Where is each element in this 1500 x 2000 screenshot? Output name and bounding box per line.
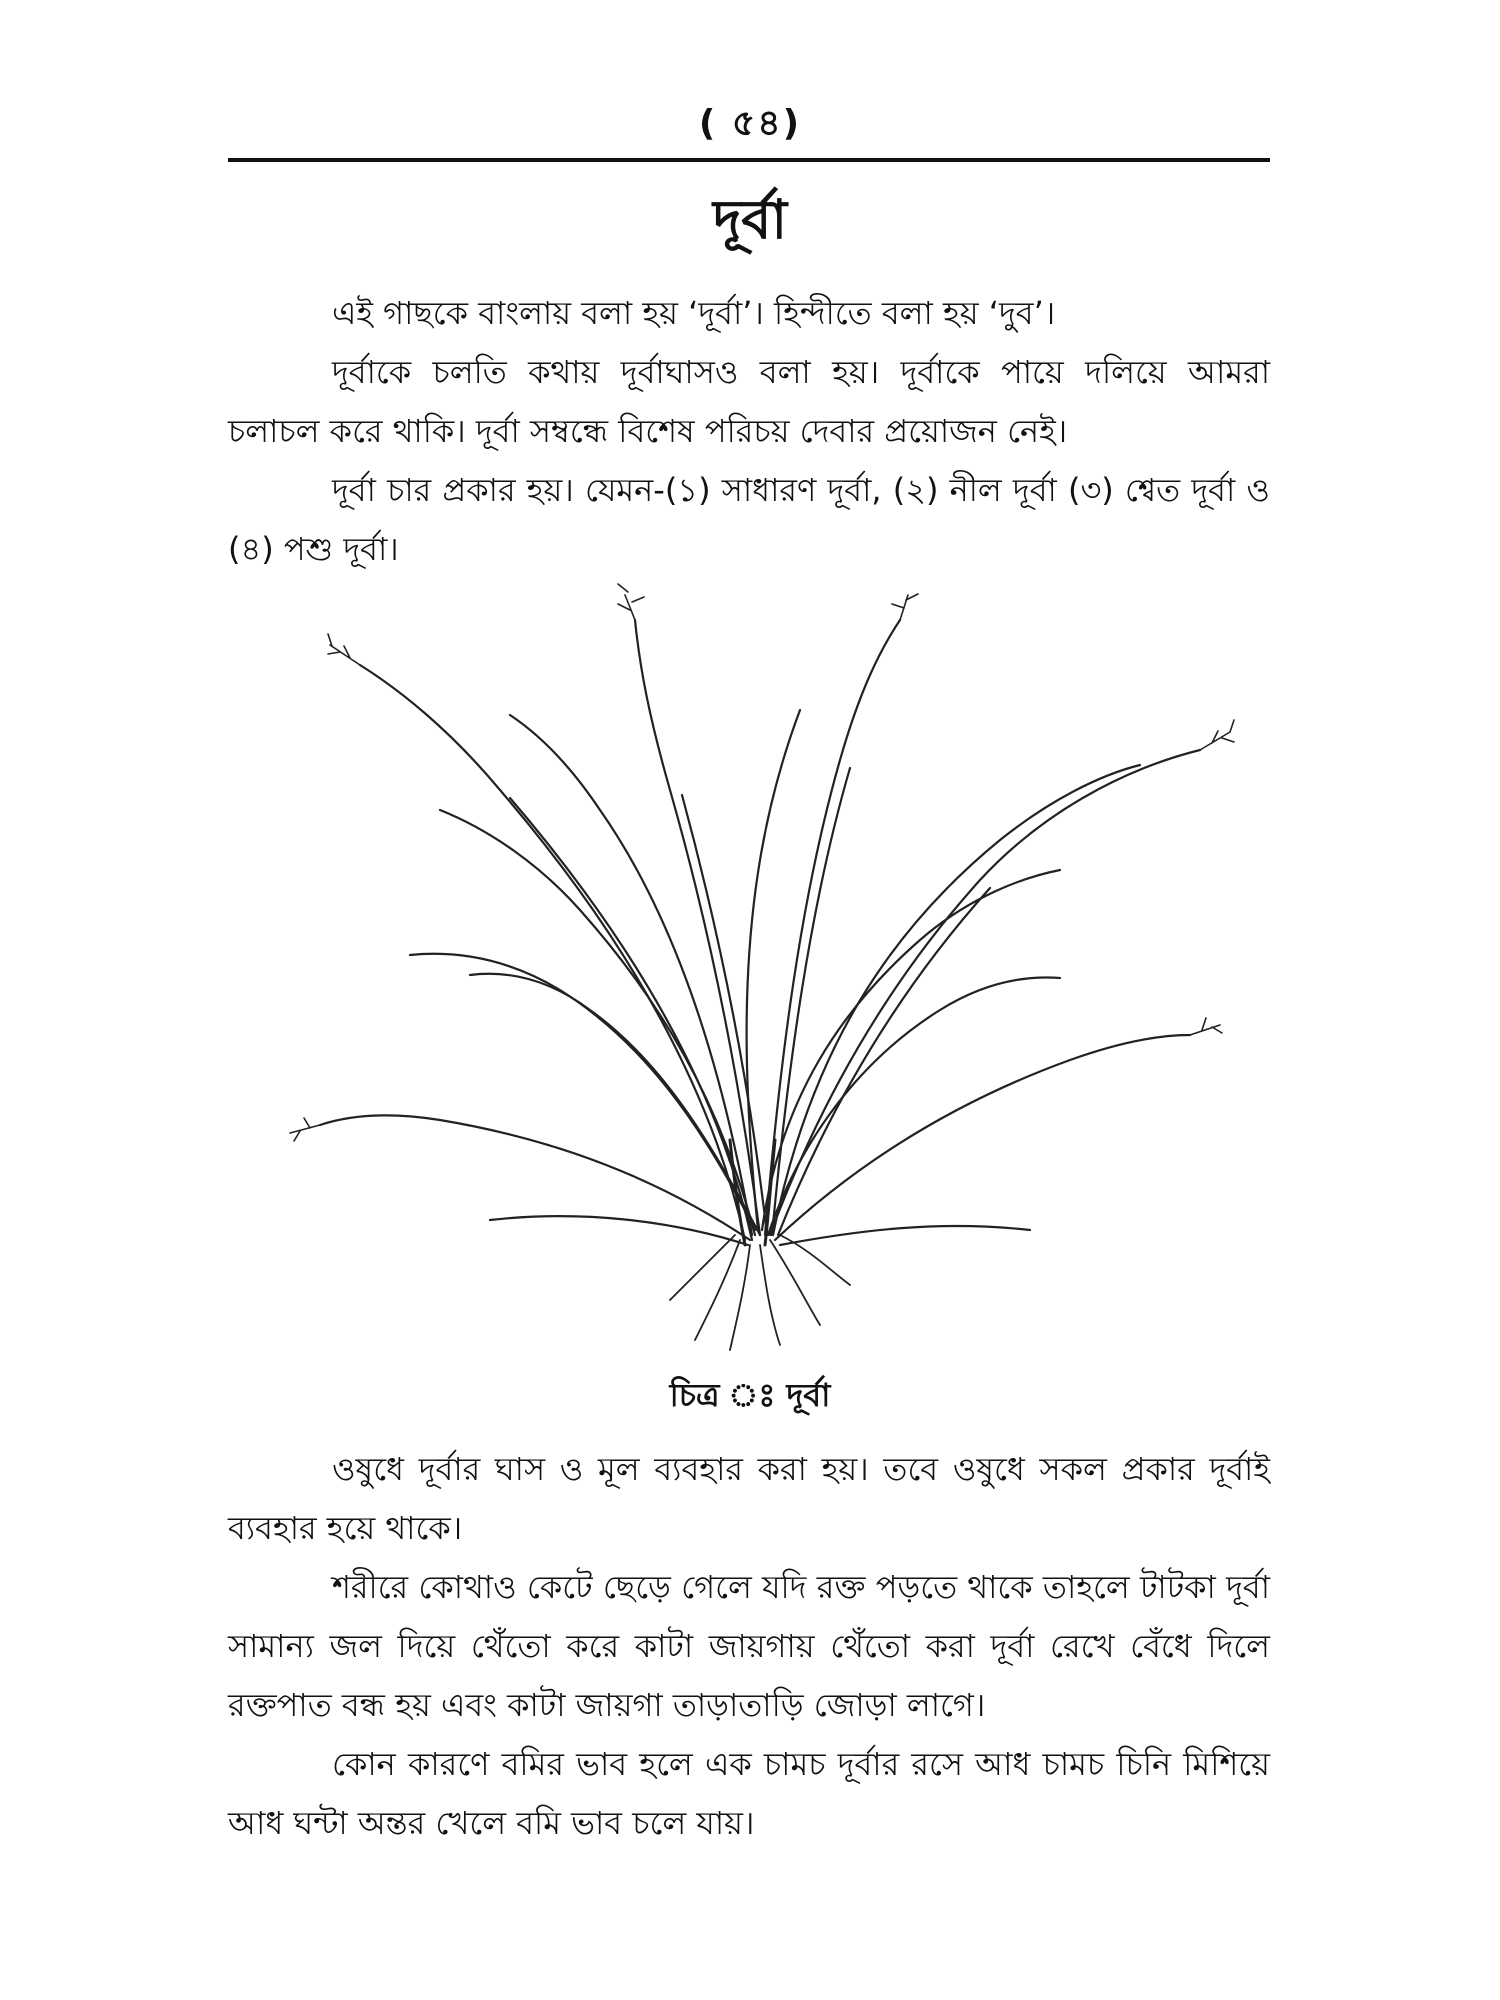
page-title: দূর্বা <box>712 188 788 251</box>
grass-plant-illustration <box>240 580 1260 1360</box>
body-text <box>228 1440 1270 1853</box>
grass-blades <box>320 620 1200 1245</box>
paragraph: ওষুধে দূর্বার ঘাস ও মূল ব্যবহার করা হয়। তবে ওষুধে সকল প্রকার দূর্বাই ব্যবহার হয়ে থাকে। <box>228 1450 1270 1547</box>
seed-spikes <box>290 584 1234 1141</box>
figure-caption: চিত্র ঃ দূর্বা <box>669 1376 831 1414</box>
paragraph: দূর্বাকে চলতি কথায় দূর্বাঘাসও বলা হয়। দূর্বাকে পায়ে দলিয়ে আমরা চলাচল করে থাকি। দূর্বা সম্বন্ধে বিশেষ পরিচয় দেবার প্রয়োজন নেই। <box>228 353 1270 450</box>
paragraph: শরীরে কোথাও কেটে ছেড়ে গেলে যদি রক্ত পড়তে থাকে তাহলে টাটকা দূর্বা সামান্য জল দিয়ে থেঁতো করে কাটা জায়গায় থেঁতো করা দূর্বা রেখে বেঁধে দিলে রক্তপাত বন্ধ হয় এবং কাটা জায়গা তাড়াতাড়ি জোড়া লাগে। <box>228 1568 1270 1724</box>
intro-text <box>228 284 1270 579</box>
roots <box>670 1235 850 1350</box>
paragraph: এই গাছকে বাংলায় বলা হয় ‘দূর্বা’। হিন্দীতে বলা হয় ‘দুব’। <box>332 294 1056 332</box>
header-rule <box>228 158 1270 162</box>
paragraph: দূর্বা চার প্রকার হয়। যেমন-(১) সাধারণ দূর্বা, (২) নীল দূর্বা (৩) শ্বেত দূর্বা ও (৪) পশু দূর্বা। <box>228 471 1270 568</box>
paragraph: কোন কারণে বমির ভাব হলে এক চামচ দূর্বার রসে আধ চামচ চিনি মিশিয়ে আধ ঘন্টা অন্তর খেলে বমি ভাব চলে যায়। <box>228 1745 1270 1842</box>
page-number: ( ৫৪) <box>698 103 802 144</box>
